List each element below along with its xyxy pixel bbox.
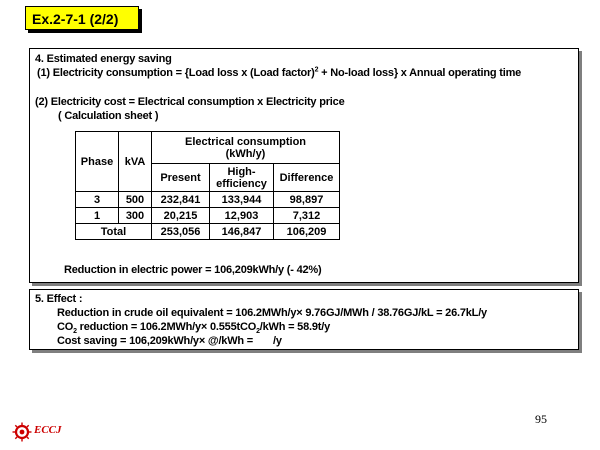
- co2-subscript-2: 2: [256, 328, 260, 336]
- co2-part-c: /kWh = 58.9t/y: [259, 321, 331, 333]
- co2-part-a: CO: [57, 321, 74, 333]
- header-present: Present: [152, 164, 210, 192]
- header-group-line1: Electrical consumption: [184, 135, 307, 148]
- header-electrical-consumption: [152, 132, 340, 164]
- energy-saving-box: [29, 48, 579, 283]
- header-high-line1: High-: [227, 165, 256, 178]
- header-kva: kVA: [119, 132, 152, 192]
- cell-diff: 98,897: [274, 192, 340, 208]
- reduction-summary: Reduction in electric power = 106,209kWh/y (- 42%): [64, 264, 322, 276]
- cost-saving: Cost saving = 106,209kWh/y× @/kWh = /y: [57, 335, 282, 347]
- calculation-table: [75, 131, 340, 240]
- slide-title-text: Ex.2-7-1 (2/2): [32, 11, 119, 27]
- cell-kva: 500: [119, 192, 152, 208]
- formula-part-a: (1) Electricity consumption = {Load loss x (Load factor): [37, 67, 315, 79]
- cell-total-label: Total: [76, 224, 152, 240]
- co2-part-b: reduction = 106.2MWh/y× 0.555tCO: [76, 321, 257, 333]
- co2-reduction: [57, 321, 331, 336]
- cell-diff: 7,312: [274, 208, 340, 224]
- cell-kva: 300: [119, 208, 152, 224]
- header-high-efficiency: [210, 164, 274, 192]
- cell-high: 12,903: [210, 208, 274, 224]
- formula-electricity-consumption: [37, 67, 521, 79]
- cell-high: 133,944: [210, 192, 274, 208]
- header-group-line2: (kWh/y): [225, 147, 266, 160]
- cell-total-present: 253,056: [152, 224, 210, 240]
- effect-box: [29, 289, 579, 350]
- cell-total-diff: 106,209: [274, 224, 340, 240]
- formula-electricity-cost: (2) Electricity cost = Electrical consumption x Electricity price: [35, 96, 345, 108]
- table-row: [76, 192, 340, 208]
- section5-heading: 5. Effect :: [35, 293, 83, 305]
- formula-part-b: + No-load loss} x Annual operating time: [318, 67, 522, 79]
- header-high-line2: efficiency: [216, 177, 267, 190]
- logo-text: ECCJ: [34, 424, 62, 436]
- cell-present: 20,215: [152, 208, 210, 224]
- formula-superscript: 2: [314, 66, 319, 74]
- page-number: 95: [535, 412, 547, 426]
- section4-heading: 4. Estimated energy saving: [35, 53, 172, 65]
- slide-title: [25, 6, 139, 30]
- header-difference: Difference: [274, 164, 340, 192]
- cell-total-high: 146,847: [210, 224, 274, 240]
- table-total-row: [76, 224, 340, 240]
- crude-oil-reduction: Reduction in crude oil equivalent = 106.2MWh/y× 9.76GJ/MWh / 38.76GJ/kL = 26.7kL/y: [57, 307, 487, 319]
- co2-subscript-1: 2: [73, 328, 77, 336]
- calculation-sheet-label: ( Calculation sheet ): [58, 110, 159, 122]
- cell-present: 232,841: [152, 192, 210, 208]
- table-row: [76, 208, 340, 224]
- header-phase: Phase: [76, 132, 119, 192]
- cell-phase: 3: [76, 192, 119, 208]
- cell-phase: 1: [76, 208, 119, 224]
